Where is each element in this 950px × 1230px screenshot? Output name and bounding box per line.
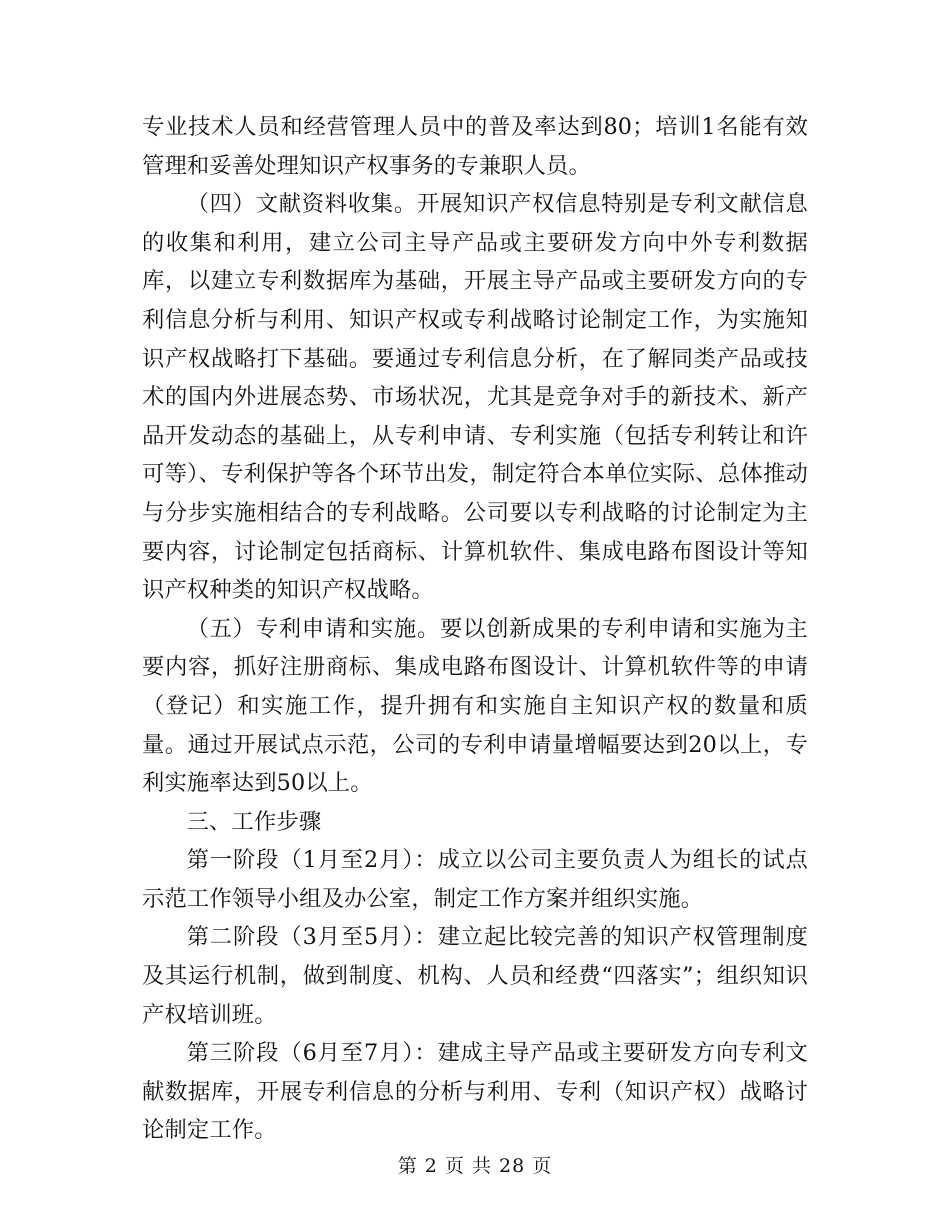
document-body	[142, 108, 808, 1150]
paragraph-stage-1: 第一阶段（1月至2月）：成立以公司主要负责人为组长的试点示范工作领导小组及办公室，制定工作方案并组织实施。	[142, 847, 808, 912]
paragraph-stage-2: 第二阶段（3月至5月）：建立起比较完善的知识产权管理制度及其运行机制，做到制度、机构、人员和经费“四落实”；组织知识产权培训班。	[142, 924, 808, 1028]
paragraph-continuation: 专业技术人员和经营管理人员中的普及率达到80；培训1名能有效管理和妥善处理知识产权事务的专兼职人员。	[142, 114, 808, 179]
paragraph-section-4-literature: （四）文献资料收集。开展知识产权信息特别是专利文献信息的收集和利用，建立公司主导产品或主要研发方向中外专利数据库，以建立专利数据库为基础，开展主导产品或主要研发方向的专利信息分析与利用、知识产权或专利战略讨论制定工作，为实施知识产权战略打下基础。要通过专利信息分析，在了解同类产品或技术的国内外进展态势、市场状况，尤其是竞争对手的新技术、新产品开发动态的基础上，从专利申请、专利实施（包括专利转让和许可等）、专利保护等各个环节出发，制定符合本单位实际、总体推动与分步实施相结合的专利战略。公司要以专利战略的讨论制定为主要内容，讨论制定包括商标、计算机软件、集成电路布图设计等知识产权种类的知识产权战略。	[142, 191, 808, 604]
page-number-footer: 第 2 页 共 28 页	[397, 1155, 553, 1177]
paragraph-stage-3: 第三阶段（6月至7月）：建成主导产品或主要研发方向专利文献数据库，开展专利信息的分析与利用、专利（知识产权）战略讨论制定工作。	[142, 1040, 808, 1144]
paragraph-section-5-patent: （五）专利申请和实施。要以创新成果的专利申请和实施为主要内容，抓好注册商标、集成电路布图设计、计算机软件等的申请（登记）和实施工作，提升拥有和实施自主知识产权的数量和质量。通过开展试点示范，公司的专利申请量增幅要达到20以上，专利实施率达到50以上。	[142, 615, 808, 797]
heading-work-steps: 三、工作步骤	[186, 808, 322, 835]
